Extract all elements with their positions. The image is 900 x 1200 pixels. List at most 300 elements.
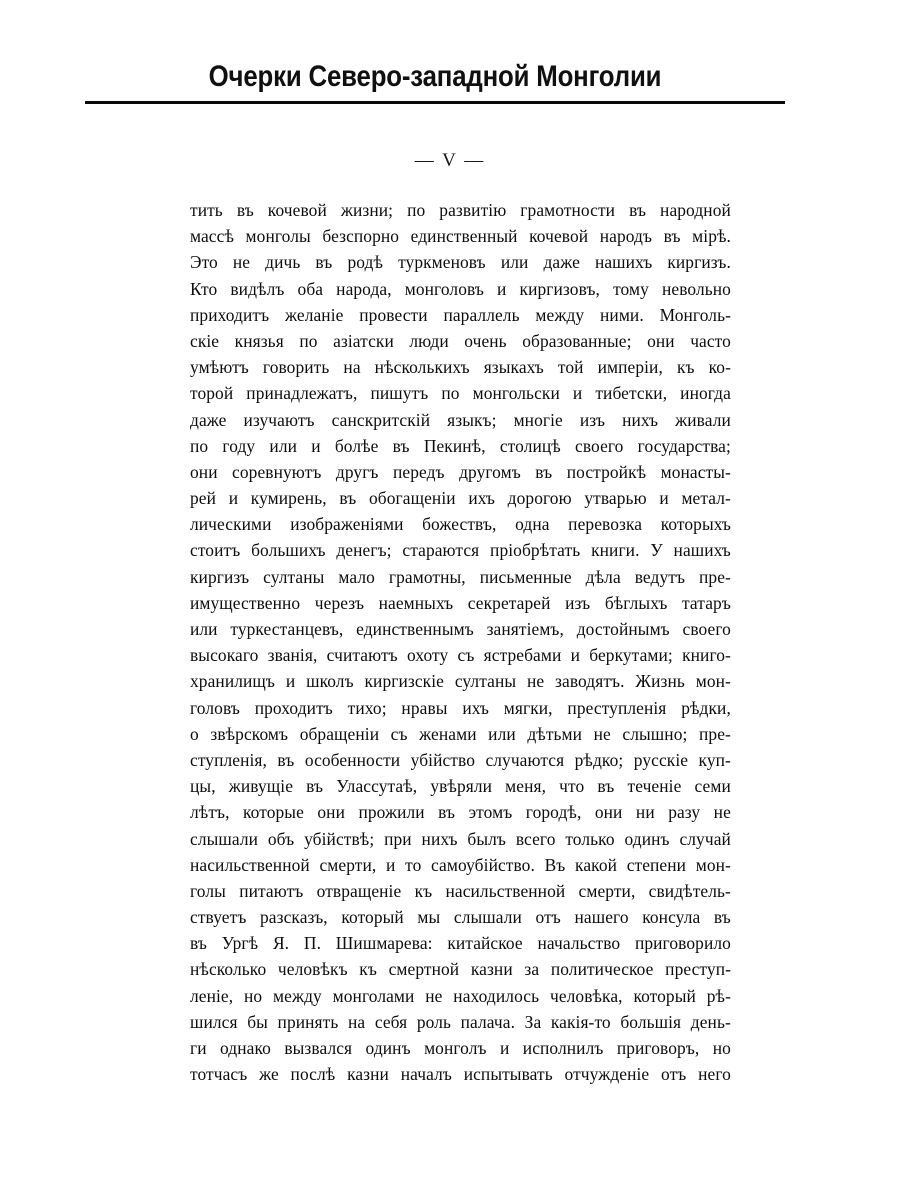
- word: отъ: [661, 1064, 687, 1085]
- word: ними.: [600, 304, 644, 325]
- word: рѣдки,: [681, 697, 731, 718]
- word: дѣтьми: [527, 723, 583, 744]
- text-line: [190, 302, 731, 328]
- word: монголовъ: [404, 278, 484, 299]
- word: мон-: [695, 671, 731, 692]
- word: мон-: [695, 854, 731, 875]
- word: заводятъ.: [555, 671, 625, 692]
- word: люди: [409, 330, 449, 351]
- word: видѣлъ: [230, 278, 285, 299]
- word: по: [441, 383, 460, 404]
- word: ступленія,: [190, 749, 267, 770]
- word: по: [190, 435, 209, 456]
- word: отвращеніе: [316, 880, 402, 901]
- word: преступленія: [567, 697, 667, 718]
- word: убійствѣ;: [304, 828, 375, 849]
- word: не: [232, 252, 251, 273]
- word: султаны: [454, 671, 517, 692]
- word: санскритскій: [331, 409, 431, 430]
- word: тихо;: [347, 697, 387, 718]
- word: обогащеніи: [369, 488, 456, 509]
- word: языкахъ: [483, 357, 544, 378]
- word: беркутами;: [589, 645, 673, 666]
- word: грамотны,: [388, 566, 466, 587]
- word: шился: [190, 1011, 238, 1032]
- word: по: [407, 200, 426, 220]
- word: живали: [675, 409, 731, 430]
- word: стараются: [402, 540, 480, 561]
- word: случаются: [485, 749, 565, 770]
- word: слышно;: [622, 723, 688, 744]
- word: киргизъ.: [667, 252, 731, 273]
- word: него: [698, 1064, 731, 1085]
- text-line: [190, 668, 731, 694]
- word: прожили: [358, 802, 425, 823]
- word: между: [535, 304, 585, 325]
- word: соревнуютъ: [232, 461, 322, 482]
- word: тому: [613, 278, 649, 299]
- word: книго-: [682, 645, 731, 666]
- word: насильственной: [445, 880, 566, 901]
- word: стоитъ: [190, 540, 241, 561]
- word: семи: [694, 776, 731, 797]
- word: къ: [359, 959, 377, 980]
- word: то: [405, 854, 422, 875]
- word: въ: [663, 226, 681, 247]
- word: нравы: [401, 697, 448, 718]
- word: киргизскіе: [364, 671, 444, 692]
- text-line: [190, 590, 731, 616]
- word: наемныхъ: [378, 592, 454, 613]
- word: политическое: [550, 959, 654, 980]
- word: киргизъ: [190, 566, 250, 587]
- word: и: [311, 435, 321, 456]
- word: не: [593, 723, 611, 744]
- header-divider-rule: [85, 101, 785, 104]
- word: ихъ: [468, 488, 495, 509]
- text-line: [190, 983, 731, 1009]
- word: приговорило: [634, 933, 731, 954]
- word: между: [273, 985, 322, 1006]
- word: принять: [277, 1011, 339, 1032]
- word: занятіемъ,: [486, 619, 564, 639]
- text-line: [190, 197, 731, 223]
- word: смерти,: [578, 880, 636, 901]
- word: къ: [414, 880, 433, 901]
- word: съ: [457, 645, 475, 666]
- word: въ: [236, 200, 254, 220]
- word: часто: [690, 330, 731, 351]
- word: имперіи,: [597, 357, 663, 378]
- word: иногда: [680, 383, 731, 404]
- text-line: [190, 878, 731, 904]
- word: увѣряли: [430, 776, 493, 797]
- text-line: [190, 904, 731, 930]
- word: испытывать: [463, 1064, 553, 1085]
- word: начальство: [537, 933, 621, 954]
- word: оба: [297, 278, 324, 299]
- word: нихъ: [421, 828, 458, 849]
- text-line: [190, 642, 731, 668]
- word: которые: [243, 802, 304, 823]
- word: казни: [470, 959, 513, 980]
- word: торой: [190, 383, 234, 404]
- word: скіе: [190, 330, 220, 351]
- word: За: [524, 1011, 542, 1032]
- word: невольно: [661, 278, 731, 299]
- word: преступ-: [665, 959, 731, 980]
- word: при: [384, 828, 412, 849]
- word: съ: [390, 723, 408, 744]
- word: книги.: [591, 540, 640, 561]
- page-title: Очерки Северо-западной Монголии: [208, 60, 662, 93]
- word: они: [317, 802, 345, 823]
- text-line: [190, 276, 731, 302]
- word: куп-: [698, 749, 731, 770]
- word: къ: [676, 357, 695, 378]
- word: который: [341, 907, 404, 928]
- word: смерти,: [319, 854, 377, 875]
- text-line: [190, 721, 731, 747]
- word: голы: [190, 880, 226, 901]
- text-line: [190, 459, 731, 485]
- word: китайское: [447, 933, 523, 954]
- word: былъ: [467, 828, 507, 849]
- word: городѣ,: [525, 802, 582, 823]
- word: мало: [338, 566, 375, 587]
- word: въ: [315, 252, 333, 273]
- word: Я.: [272, 933, 290, 954]
- word: достойнымъ: [576, 619, 670, 639]
- text-line: [190, 930, 731, 956]
- word: высокаго: [190, 645, 259, 666]
- word: себя: [374, 1011, 408, 1032]
- word: они: [190, 461, 218, 482]
- word: изображеніями: [290, 514, 404, 535]
- section-marker: — V —: [414, 150, 486, 171]
- word: ни: [635, 802, 655, 823]
- word: другомъ: [459, 461, 521, 482]
- word: въ: [438, 802, 456, 823]
- word: тибетски,: [595, 383, 668, 404]
- word: который: [633, 985, 696, 1006]
- word: всего: [515, 828, 556, 849]
- word: смертной: [388, 959, 460, 980]
- word: пре-: [699, 723, 731, 744]
- text-line: [190, 826, 731, 852]
- body-text-block: [190, 197, 731, 1087]
- word: князья: [234, 330, 284, 351]
- word: мягки,: [503, 697, 553, 718]
- word: дорогою: [507, 488, 572, 509]
- word: единственный: [410, 226, 518, 247]
- word: другъ: [335, 461, 379, 482]
- word: человѣкъ: [277, 959, 348, 980]
- word: божествъ,: [422, 514, 497, 535]
- word: леніе,: [190, 985, 234, 1006]
- text-line: [190, 328, 731, 354]
- word: питаютъ: [239, 880, 304, 901]
- word: объ: [267, 828, 295, 849]
- word: имущественно: [190, 592, 301, 613]
- word: пре-: [699, 566, 731, 587]
- word: своего: [682, 619, 731, 639]
- word: о: [190, 723, 199, 744]
- word: и: [285, 671, 296, 692]
- word: находилось: [453, 985, 540, 1006]
- word: отъ: [535, 907, 561, 928]
- running-header: [85, 62, 785, 104]
- text-line: [190, 407, 731, 433]
- word: умѣютъ: [190, 357, 249, 378]
- word: провести: [359, 304, 428, 325]
- word: болѣе: [334, 435, 379, 456]
- word: женами: [419, 723, 477, 744]
- word: изучаютъ: [243, 409, 315, 430]
- word: ствуетъ: [190, 907, 247, 928]
- word: въ: [277, 749, 295, 770]
- word: нихъ: [622, 409, 659, 430]
- word: и: [386, 854, 396, 875]
- word: же: [259, 1064, 279, 1085]
- word: нашего: [574, 907, 629, 928]
- word: Ургѣ: [221, 933, 259, 954]
- word: приходитъ: [190, 304, 270, 325]
- word: на: [347, 1011, 366, 1032]
- word: принадлежатъ,: [246, 383, 358, 404]
- word: но: [244, 985, 263, 1006]
- word: на: [343, 357, 361, 378]
- word: изъ: [565, 592, 591, 613]
- word: въ: [713, 907, 731, 928]
- text-line: [190, 485, 731, 511]
- word: перевозка: [568, 514, 643, 535]
- text-line: [190, 616, 731, 642]
- word: они: [647, 330, 675, 351]
- word: слышали: [190, 828, 259, 849]
- word: степени: [626, 854, 687, 875]
- word: школъ: [306, 671, 354, 692]
- word: П.: [303, 933, 322, 954]
- word: бѣглыхъ: [604, 592, 668, 613]
- word: пріобрѣтать: [490, 540, 581, 561]
- word: нашихъ: [594, 252, 653, 273]
- word: Пекинѣ,: [423, 435, 486, 456]
- word: слышали: [453, 907, 522, 928]
- word: проходитъ: [254, 697, 333, 718]
- word: нѣсколькихъ: [374, 357, 470, 378]
- word: столицѣ: [499, 435, 561, 456]
- word: и: [659, 488, 669, 509]
- word: Кто: [190, 278, 218, 299]
- word: вызвался: [284, 1038, 353, 1058]
- word: рѣ-: [706, 985, 731, 1006]
- word: и: [570, 645, 581, 666]
- word: очень: [464, 330, 507, 351]
- word: монголы: [245, 226, 311, 247]
- text-line: [190, 1035, 731, 1061]
- word: мірѣ.: [692, 226, 731, 247]
- word: въ: [190, 933, 207, 954]
- word: лическими: [190, 514, 272, 535]
- word: нашихъ: [673, 540, 731, 561]
- word: ихъ: [462, 697, 489, 718]
- text-line: [190, 433, 731, 459]
- word: палача.: [460, 1011, 516, 1032]
- word: параллель: [443, 304, 520, 325]
- text-line: [190, 956, 731, 982]
- word: въ: [339, 488, 357, 509]
- word: одна: [515, 514, 550, 535]
- word: передъ: [392, 461, 445, 482]
- word: народа,: [336, 278, 392, 299]
- word: разсказъ,: [260, 907, 328, 928]
- word: черезъ: [314, 592, 365, 613]
- word: тотчасъ: [190, 1064, 248, 1085]
- word: самоубійство.: [431, 854, 535, 875]
- text-line: [190, 747, 731, 773]
- word: большихъ: [251, 540, 326, 561]
- word: не: [526, 671, 545, 692]
- word: многіе: [513, 409, 563, 430]
- word: ястребами: [483, 645, 562, 666]
- word: по: [299, 330, 318, 351]
- word: монгольски: [472, 383, 560, 404]
- word: народъ: [599, 226, 653, 247]
- word: большія: [620, 1011, 682, 1032]
- word: въ: [392, 435, 410, 456]
- word: и: [497, 278, 507, 299]
- word: хранилищъ: [190, 671, 275, 692]
- word: особенности: [304, 749, 401, 770]
- word: бы: [247, 1011, 268, 1032]
- word: началъ: [400, 1064, 452, 1085]
- word: считаютъ: [326, 645, 398, 666]
- word: въ: [306, 776, 324, 797]
- word: жизни;: [340, 200, 394, 220]
- text-line: [190, 1061, 731, 1087]
- word: У: [650, 540, 663, 561]
- word: мы: [417, 907, 441, 928]
- word: и: [499, 1038, 510, 1058]
- word: убійство: [410, 749, 475, 770]
- word: звѣрскомъ: [210, 723, 289, 744]
- word: массѣ: [190, 226, 234, 247]
- text-line: [190, 354, 731, 380]
- word: письменные: [479, 566, 572, 587]
- word: день-: [690, 1011, 731, 1032]
- text-line: [190, 537, 731, 563]
- word: разу: [668, 802, 701, 823]
- word: изъ: [579, 409, 606, 430]
- word: которыхъ: [660, 514, 731, 535]
- word: языкъ;: [447, 409, 497, 430]
- word: и: [572, 383, 583, 404]
- text-line: [190, 380, 731, 406]
- word: монасты-: [660, 461, 731, 482]
- word: секретарей: [467, 592, 551, 613]
- word: человѣка,: [549, 985, 623, 1006]
- word: не: [713, 802, 731, 823]
- word: тить: [190, 200, 223, 220]
- word: одинъ: [624, 828, 670, 849]
- word: султаны: [263, 566, 325, 587]
- word: исполнилъ: [522, 1038, 604, 1058]
- word: даже: [190, 409, 227, 430]
- word: послѣ: [290, 1064, 336, 1085]
- word: въ: [535, 461, 553, 482]
- word: что: [559, 776, 585, 797]
- text-line: [190, 695, 731, 721]
- word: насильственной: [190, 854, 310, 875]
- word: образованные;: [522, 330, 632, 351]
- word: или: [269, 435, 298, 456]
- word: этомъ: [468, 802, 513, 823]
- word: свидѣтель-: [648, 880, 731, 901]
- word: отчужденіе: [564, 1064, 650, 1085]
- word: дичь: [265, 252, 301, 273]
- word: Жизнь: [635, 671, 685, 692]
- word: Шишмарева:: [335, 933, 433, 954]
- word: роль: [416, 1011, 452, 1032]
- word: даже: [543, 252, 580, 273]
- text-line: [190, 852, 731, 878]
- word: казни: [347, 1064, 389, 1085]
- word: развитію: [439, 200, 507, 220]
- word: родѣ: [347, 252, 384, 273]
- text-line: [190, 223, 731, 249]
- word: желаніе: [284, 304, 344, 325]
- text-line: [190, 564, 731, 590]
- word: ко-: [708, 357, 731, 378]
- word: туркменовъ: [398, 252, 486, 273]
- word: или: [488, 723, 516, 744]
- word: постройкѣ: [566, 461, 647, 482]
- word: меня,: [505, 776, 547, 797]
- word: или: [500, 252, 529, 273]
- word: метал-: [681, 488, 731, 509]
- word: но: [712, 1038, 731, 1058]
- word: ведутъ: [634, 566, 686, 587]
- word: Это: [190, 252, 218, 273]
- word: азіатски: [333, 330, 394, 351]
- word: цы,: [190, 776, 216, 797]
- word: одинъ: [365, 1038, 411, 1058]
- word: они: [594, 802, 623, 823]
- word: головъ: [190, 697, 240, 718]
- word: пишутъ: [370, 383, 429, 404]
- word: монголами: [332, 985, 415, 1006]
- word: той: [557, 357, 584, 378]
- word: единственнымъ: [356, 619, 474, 639]
- word: только: [565, 828, 615, 849]
- word: охоту: [406, 645, 449, 666]
- word: теченіе: [627, 776, 682, 797]
- word: однако: [220, 1038, 271, 1058]
- word: не: [425, 985, 443, 1006]
- word: кочевой: [529, 226, 589, 247]
- word: живущіе: [228, 776, 294, 797]
- word: году: [222, 435, 256, 456]
- text-line: [190, 249, 731, 275]
- word: туркестанцевъ,: [230, 619, 344, 639]
- word: Въ: [544, 854, 566, 875]
- text-line: [190, 773, 731, 799]
- word: и: [228, 488, 239, 509]
- word: безспорно: [322, 226, 400, 247]
- word: рѣдко;: [574, 749, 624, 770]
- word: или: [190, 619, 218, 639]
